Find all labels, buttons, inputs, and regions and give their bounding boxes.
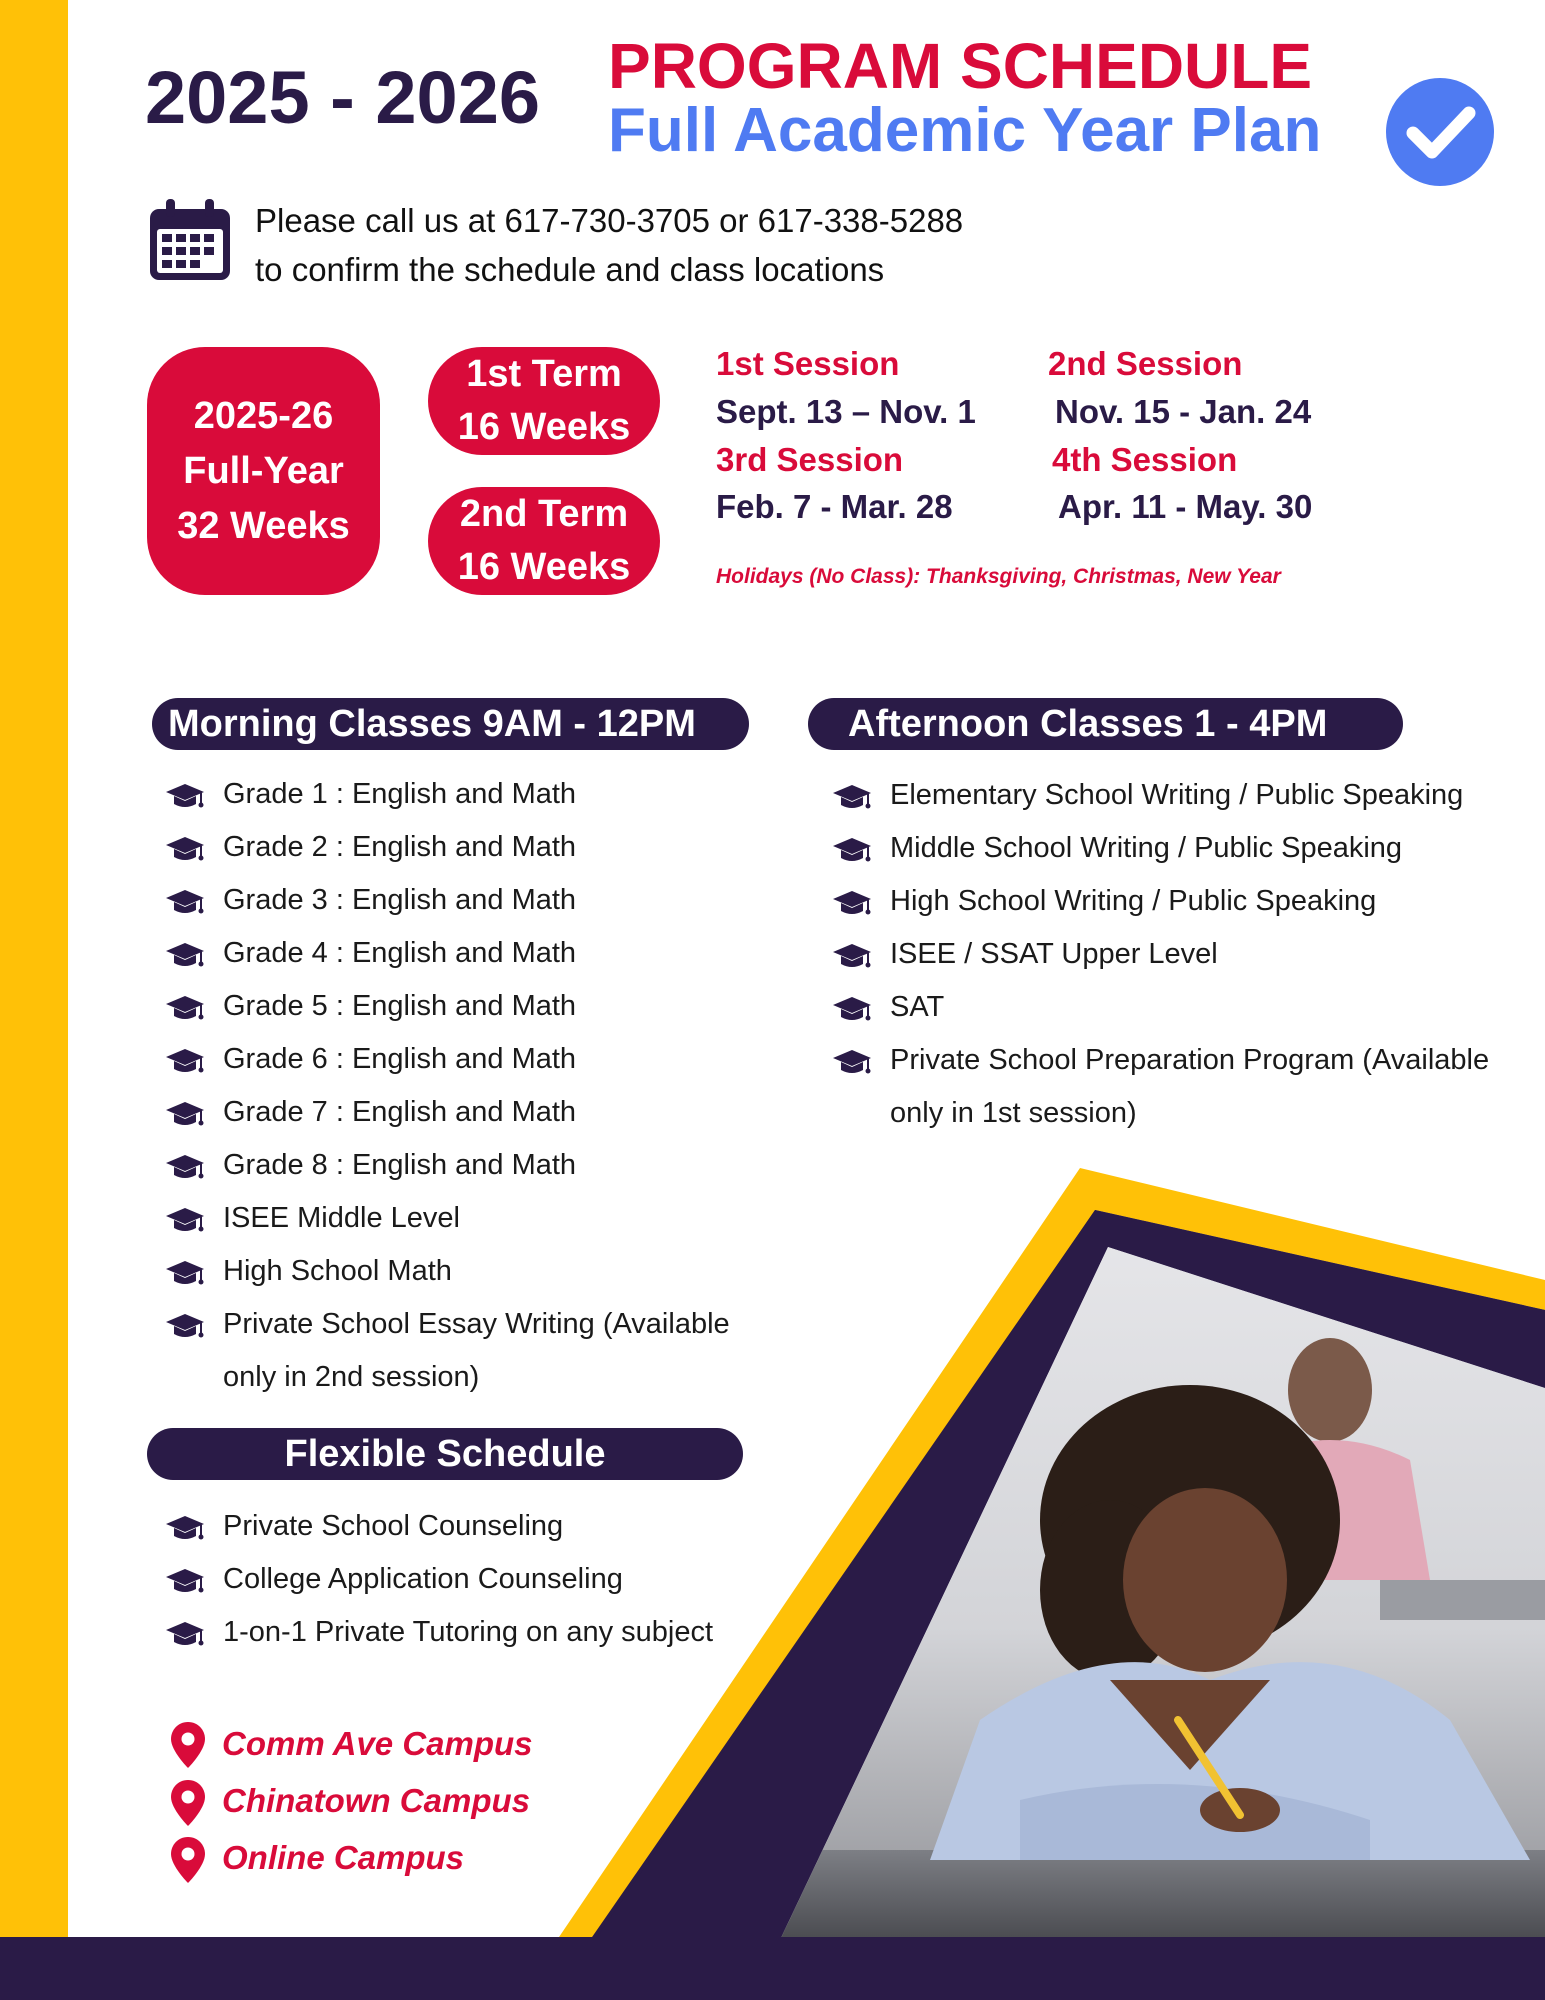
list-item (165, 1086, 785, 1139)
graduation-cap-icon (165, 888, 205, 916)
list-item (832, 769, 1532, 822)
graduation-cap-icon (165, 1206, 205, 1234)
list-item (165, 927, 785, 980)
list-item-label: Grade 3 : English and Math (223, 884, 577, 916)
list-item-label: Grade 4 : English and Math (223, 937, 577, 969)
term-1-badge (428, 347, 660, 455)
list-item-label: Private School Preparation Program (Available only in 1st session) (890, 1044, 1490, 1129)
list-item-label: Grade 7 : English and Math (223, 1096, 577, 1128)
campus-comm-ave: Comm Ave Campus (222, 1725, 533, 1762)
list-item (165, 1553, 785, 1606)
list-item (832, 822, 1532, 875)
term-1-label: 1st Term (466, 353, 622, 395)
graduation-cap-icon (165, 1100, 205, 1128)
graduation-cap-icon (165, 1620, 205, 1648)
graduation-cap-icon (165, 1567, 205, 1595)
graduation-cap-icon (165, 994, 205, 1022)
session-1-label: 1st Session (716, 345, 900, 382)
list-item (165, 821, 785, 874)
session-1-dates: Sept. 13 – Nov. 1 (716, 393, 976, 430)
graduation-cap-icon (832, 1048, 872, 1076)
graduation-cap-icon (165, 941, 205, 969)
term-2-weeks: 16 Weeks (457, 546, 631, 588)
graduation-cap-icon (832, 836, 872, 864)
morning-classes-header: Morning Classes 9AM - 12PM (152, 698, 749, 750)
year-range: 2025 - 2026 (145, 56, 541, 139)
session-4-label: 4th Session (1052, 441, 1238, 478)
list-item (832, 1034, 1532, 1140)
list-item-label: Elementary School Writing / Public Speaking (890, 779, 1464, 811)
full-year-line: 32 Weeks (177, 504, 350, 547)
morning-classes-list (165, 768, 785, 1404)
full-year-badge (147, 347, 380, 595)
list-item-label: SAT (890, 991, 945, 1023)
list-item-label: Grade 1 : English and Math (223, 778, 577, 810)
session-3-dates: Feb. 7 - Mar. 28 (716, 488, 953, 525)
graduation-cap-icon (832, 995, 872, 1023)
campus-online: Online Campus (222, 1839, 465, 1876)
session-4-dates: Apr. 11 - May. 30 (1058, 488, 1313, 525)
flexible-schedule-list (165, 1500, 785, 1659)
session-2-dates: Nov. 15 - Jan. 24 (1055, 393, 1312, 430)
bottom-accent-bar (0, 1937, 1545, 2000)
list-item (165, 1606, 785, 1659)
list-item (165, 1245, 785, 1298)
list-item (165, 768, 785, 821)
full-year-line: 2025-26 (193, 394, 334, 437)
full-year-line: Full-Year (183, 449, 344, 492)
check-circle-icon (1385, 77, 1495, 187)
list-item-label: Grade 8 : English and Math (223, 1149, 577, 1181)
list-item (165, 1192, 785, 1245)
graduation-cap-icon (165, 782, 205, 810)
list-item-label: 1-on-1 Private Tutoring on any subject (223, 1616, 714, 1648)
map-pin-icon (170, 1837, 206, 1883)
list-item-label: Grade 2 : English and Math (223, 831, 577, 863)
list-item (165, 1500, 785, 1553)
graduation-cap-icon (165, 1514, 205, 1542)
graduation-cap-icon (165, 1312, 205, 1340)
list-item (165, 1298, 785, 1404)
graduation-cap-icon (165, 1153, 205, 1181)
session-3-label: 3rd Session (716, 441, 904, 478)
list-item (165, 980, 785, 1033)
afternoon-classes-list (832, 769, 1532, 1140)
term-2-label: 2nd Term (459, 493, 629, 535)
left-accent-bar (0, 0, 68, 2000)
list-item-label: Middle School Writing / Public Speaking (890, 832, 1403, 864)
list-item (165, 874, 785, 927)
campus-chinatown: Chinatown Campus (222, 1782, 531, 1819)
list-item (165, 1139, 785, 1192)
list-item-label: Private School Counseling (223, 1510, 564, 1542)
page-subtitle: Full Academic Year Plan (608, 96, 1322, 165)
map-pin-icon (170, 1722, 206, 1768)
calendar-icon (147, 199, 233, 283)
term-1-weeks: 16 Weeks (457, 406, 631, 448)
list-item-label: Grade 6 : English and Math (223, 1043, 577, 1075)
list-item-label: Grade 5 : English and Math (223, 990, 577, 1022)
contact-line-1: Please call us at 617-730-3705 or 617-338-5288 (255, 202, 964, 239)
list-item (832, 981, 1532, 1034)
graduation-cap-icon (832, 889, 872, 917)
afternoon-classes-header: Afternoon Classes 1 - 4PM (808, 698, 1403, 750)
list-item-label: College Application Counseling (223, 1563, 623, 1595)
list-item (832, 875, 1532, 928)
list-item-label: Private School Essay Writing (Available only in 2nd session) (223, 1308, 730, 1393)
graduation-cap-icon (165, 1259, 205, 1287)
graduation-cap-icon (832, 942, 872, 970)
contact-info (255, 196, 963, 294)
holidays-note: Holidays (No Class): Thanksgiving, Christmas, New Year (716, 565, 1281, 588)
list-item (832, 928, 1532, 981)
session-2-label: 2nd Session (1048, 345, 1243, 382)
list-item-label: ISEE Middle Level (223, 1202, 460, 1234)
term-2-badge (428, 487, 660, 595)
graduation-cap-icon (165, 835, 205, 863)
map-pin-icon (170, 1780, 206, 1826)
list-item-label: High School Writing / Public Speaking (890, 885, 1377, 917)
list-item-label: High School Math (223, 1255, 452, 1287)
list-item-label: ISEE / SSAT Upper Level (890, 938, 1218, 970)
flexible-schedule-header: Flexible Schedule (147, 1428, 743, 1480)
graduation-cap-icon (832, 783, 872, 811)
graduation-cap-icon (165, 1047, 205, 1075)
page-title: PROGRAM SCHEDULE (608, 30, 1313, 102)
contact-line-2: to confirm the schedule and class locations (255, 251, 885, 288)
list-item (165, 1033, 785, 1086)
